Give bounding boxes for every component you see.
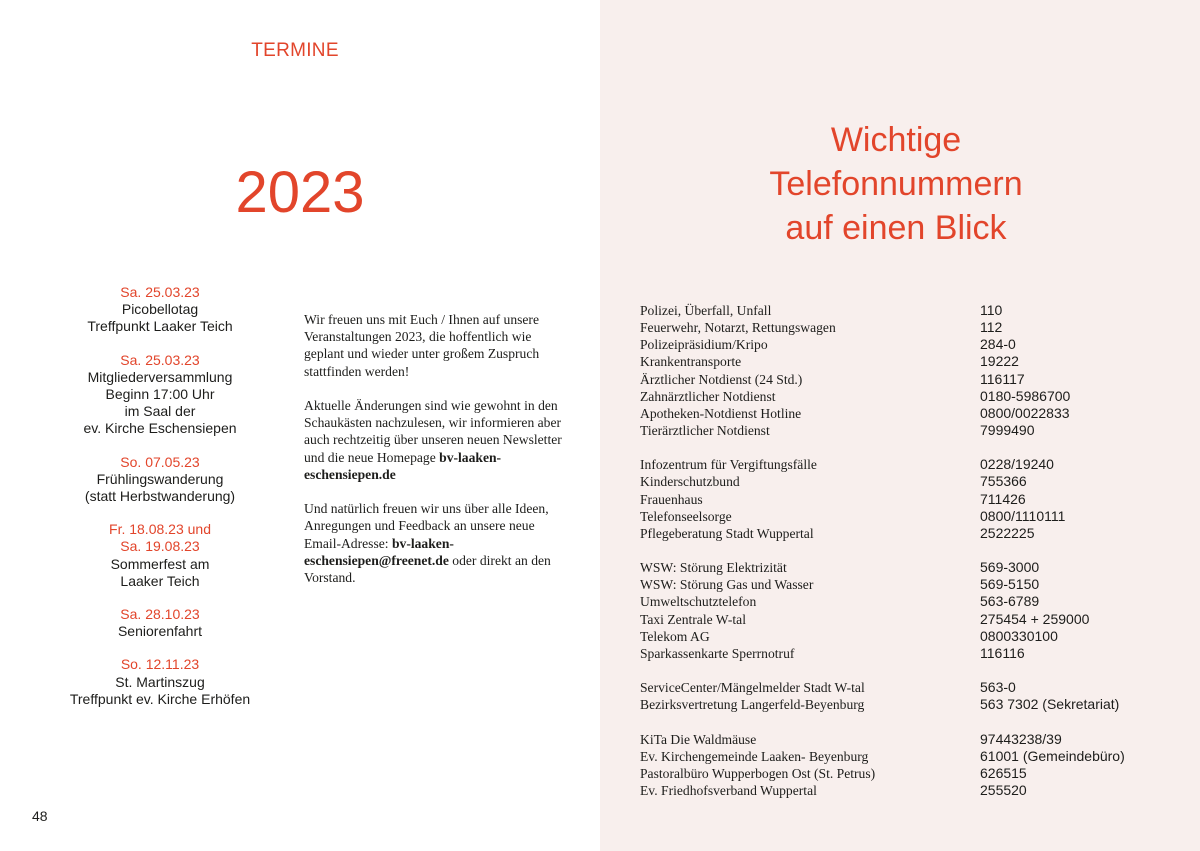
event-item (60, 352, 260, 438)
phone-entry-name: Ev. Friedhofsverband Wuppertal (640, 782, 817, 798)
phone-entry-number: 563-6789 (980, 593, 1040, 610)
phone-entry-name: Frauenhaus (640, 491, 703, 507)
event-line: Laaker Teich (120, 572, 200, 589)
phone-entry-name: Pastoralbüro Wupperbogen Ost (St. Petrus) (640, 765, 876, 781)
event-line: Seniorenfahrt (117, 623, 203, 640)
phone-entry-name: Infozentrum für Vergiftungsfälle (640, 457, 817, 473)
phone-entry-name: Umweltschutztelefon (640, 594, 757, 610)
event-date: Sa. 19.08.23 (120, 538, 200, 555)
phone-entry-number: 0800/0022833 (980, 404, 1070, 421)
phone-entry-name: Telekom AG (640, 628, 710, 644)
intro-text-3: Und natürlich freuen wir uns über alle Ideen, Anregungen und Feedback an unsere neue Email-Adresse: (304, 501, 549, 551)
phone-entry-name: ServiceCenter/Mängelmelder Stadt W-tal (640, 680, 865, 696)
phone-entry-number: 7999490 (980, 421, 1035, 438)
year-heading: 2023 (235, 160, 365, 225)
phone-row (640, 679, 1160, 696)
phone-row (640, 645, 1160, 662)
phone-entry-number: 284-0 (980, 336, 1016, 353)
phone-entry-number: 626515 (980, 764, 1027, 781)
intro-paragraph (304, 311, 566, 380)
phone-title (700, 118, 1092, 250)
event-line: (statt Herbstwanderung) (84, 488, 236, 505)
event-item (60, 656, 260, 708)
phone-entry-number: 255520 (980, 781, 1027, 798)
page-number: 48 (32, 808, 48, 824)
phone-entry-number: 116116 (980, 644, 1025, 661)
phone-row (640, 491, 1160, 508)
phone-entry-number: 569-3000 (980, 559, 1040, 576)
event-date: So. 07.05.23 (120, 453, 200, 470)
event-line: Picobellotag (121, 301, 199, 318)
phone-row (640, 576, 1160, 593)
event-date: Sa. 28.10.23 (120, 606, 200, 623)
phone-row (640, 731, 1160, 748)
phone-row (640, 611, 1160, 628)
phone-entry-name: Sparkassenkarte Sperrnotruf (640, 645, 795, 661)
phone-entry-name: WSW: Störung Gas und Wasser (640, 577, 814, 593)
event-line: im Saal der (124, 403, 196, 420)
event-line: Treffpunkt Laaker Teich (87, 318, 233, 335)
phone-row (640, 508, 1160, 525)
phone-entry-number: 0228/19240 (980, 456, 1054, 473)
intro-text-3-end: oder direkt an den Vorstand. (304, 552, 551, 586)
section-label: TERMINE (251, 40, 339, 61)
phone-title-line: Telefonnummern (769, 165, 1023, 203)
phone-row (640, 525, 1160, 542)
phone-entry-name: Feuerwehr, Notarzt, Rettungswagen (640, 320, 836, 336)
intro-paragraph (304, 397, 566, 483)
phone-entry-number: 563 7302 (Sekretariat) (980, 696, 1120, 713)
phone-row (640, 593, 1160, 610)
phone-entry-name: Polizei, Überfall, Unfall (640, 303, 772, 318)
event-list (60, 284, 260, 724)
intro-text-2: Aktuelle Änderungen sind wie gewohnt in den Schaukästen nachzulesen, wir informieren aber auch rechtzeitig über unseren neuen Newsletter und die neue Homepage (304, 398, 562, 465)
phone-row (640, 371, 1160, 388)
intro-text (304, 311, 566, 603)
phone-entry-name: Pflegeberatung Stadt Wuppertal (640, 525, 814, 541)
event-date: So. 12.11.23 (120, 656, 200, 673)
phone-entry-number: 19222 (980, 353, 1019, 370)
phone-row (640, 336, 1160, 353)
event-line: Frühlingswanderung (96, 470, 224, 487)
phone-entry-name: Ev. Kirchengemeinde Laaken- Beyenburg (640, 748, 869, 764)
event-line: Beginn 17:00 Uhr (105, 386, 215, 403)
phone-entry-number: 569-5150 (980, 576, 1040, 593)
phone-entry-name: Ärztlicher Notdienst (24 Std.) (640, 371, 803, 387)
event-line: St. Martinszug (115, 673, 205, 690)
phone-row (640, 559, 1160, 576)
event-item (60, 284, 260, 336)
phone-group (640, 559, 1160, 662)
email-link[interactable]: bv-laaken-eschensiepen@freenet.de (304, 535, 454, 568)
intro-text-1: Wir freuen uns mit Euch / Ihnen auf unsere Veranstaltungen 2023, die hoffentlich wie geplant und wieder unter großem Zuspruch stattfinden werden! (304, 312, 540, 379)
phone-row (640, 696, 1160, 713)
event-line: Mitgliederversammlung (87, 368, 233, 385)
phone-entry-number: 2522225 (980, 524, 1035, 541)
phone-list (640, 302, 1160, 816)
phone-group (640, 456, 1160, 542)
phone-title-line: auf einen Blick (785, 209, 1007, 247)
phone-entry-number: 97443238/39 (980, 730, 1062, 747)
phone-entry-name: Bezirksvertretung Langerfeld-Beyenburg (640, 697, 865, 713)
phone-entry-number: 61001 (Gemeindebüro) (980, 747, 1125, 764)
event-item (60, 454, 260, 506)
phone-entry-number: 0800330100 (980, 627, 1058, 644)
phone-entry-number: 112 (980, 319, 1003, 336)
event-line: Sommerfest am (110, 555, 210, 572)
phone-entry-number: 563-0 (980, 679, 1016, 696)
phone-entry-name: Kinderschutzbund (640, 474, 740, 490)
phone-row (640, 782, 1160, 799)
phone-entry-name: KiTa Die Waldmäuse (640, 731, 757, 747)
phone-entry-number: 0180-5986700 (980, 387, 1071, 404)
phone-row (640, 302, 1160, 319)
phone-row (640, 388, 1160, 405)
phone-entry-number: 755366 (980, 473, 1027, 490)
phone-group (640, 302, 1160, 439)
phone-row (640, 765, 1160, 782)
phone-group (640, 731, 1160, 800)
phone-row (640, 422, 1160, 439)
intro-paragraph (304, 500, 566, 586)
phone-row (640, 319, 1160, 336)
phone-row (640, 748, 1160, 765)
phone-entry-number: 0800/1110111 (980, 507, 1066, 524)
event-date: Sa. 25.03.23 (120, 351, 200, 368)
phone-entry-name: Telefonseelsorge (640, 508, 732, 524)
phone-entry-number: 116117 (980, 370, 1025, 387)
event-line: ev. Kirche Eschensiepen (83, 420, 237, 437)
phone-entry-name: Zahnärztlicher Notdienst (640, 388, 776, 404)
phone-group (640, 679, 1160, 713)
event-item (60, 606, 260, 640)
phone-row (640, 456, 1160, 473)
phone-entry-number: 711426 (980, 490, 1026, 507)
phone-entry-name: Krankentransporte (640, 354, 742, 370)
phone-entry-number: 275454 + 259000 (980, 610, 1090, 627)
phone-entry-number: 110 (980, 302, 1003, 318)
phone-row (640, 405, 1160, 422)
phone-title-line: Wichtige (830, 121, 962, 159)
phone-row (640, 628, 1160, 645)
phone-row (640, 353, 1160, 370)
event-date: Fr. 18.08.23 und (109, 521, 211, 538)
phone-entry-name: Apotheken-Notdienst Hotline (640, 405, 802, 421)
phone-entry-name: WSW: Störung Elektrizität (640, 560, 787, 576)
event-line: Treffpunkt ev. Kirche Erhöfen (69, 690, 251, 707)
phone-entry-name: Polizeipräsidium/Kripo (640, 337, 768, 353)
event-item (60, 521, 260, 590)
phone-row (640, 473, 1160, 490)
homepage-link[interactable]: bv-laaken-eschensiepen.de (304, 449, 502, 482)
phone-entry-name: Tierärztlicher Notdienst (640, 422, 770, 438)
event-date: Sa. 25.03.23 (120, 284, 200, 300)
phone-entry-name: Taxi Zentrale W-tal (640, 611, 746, 627)
